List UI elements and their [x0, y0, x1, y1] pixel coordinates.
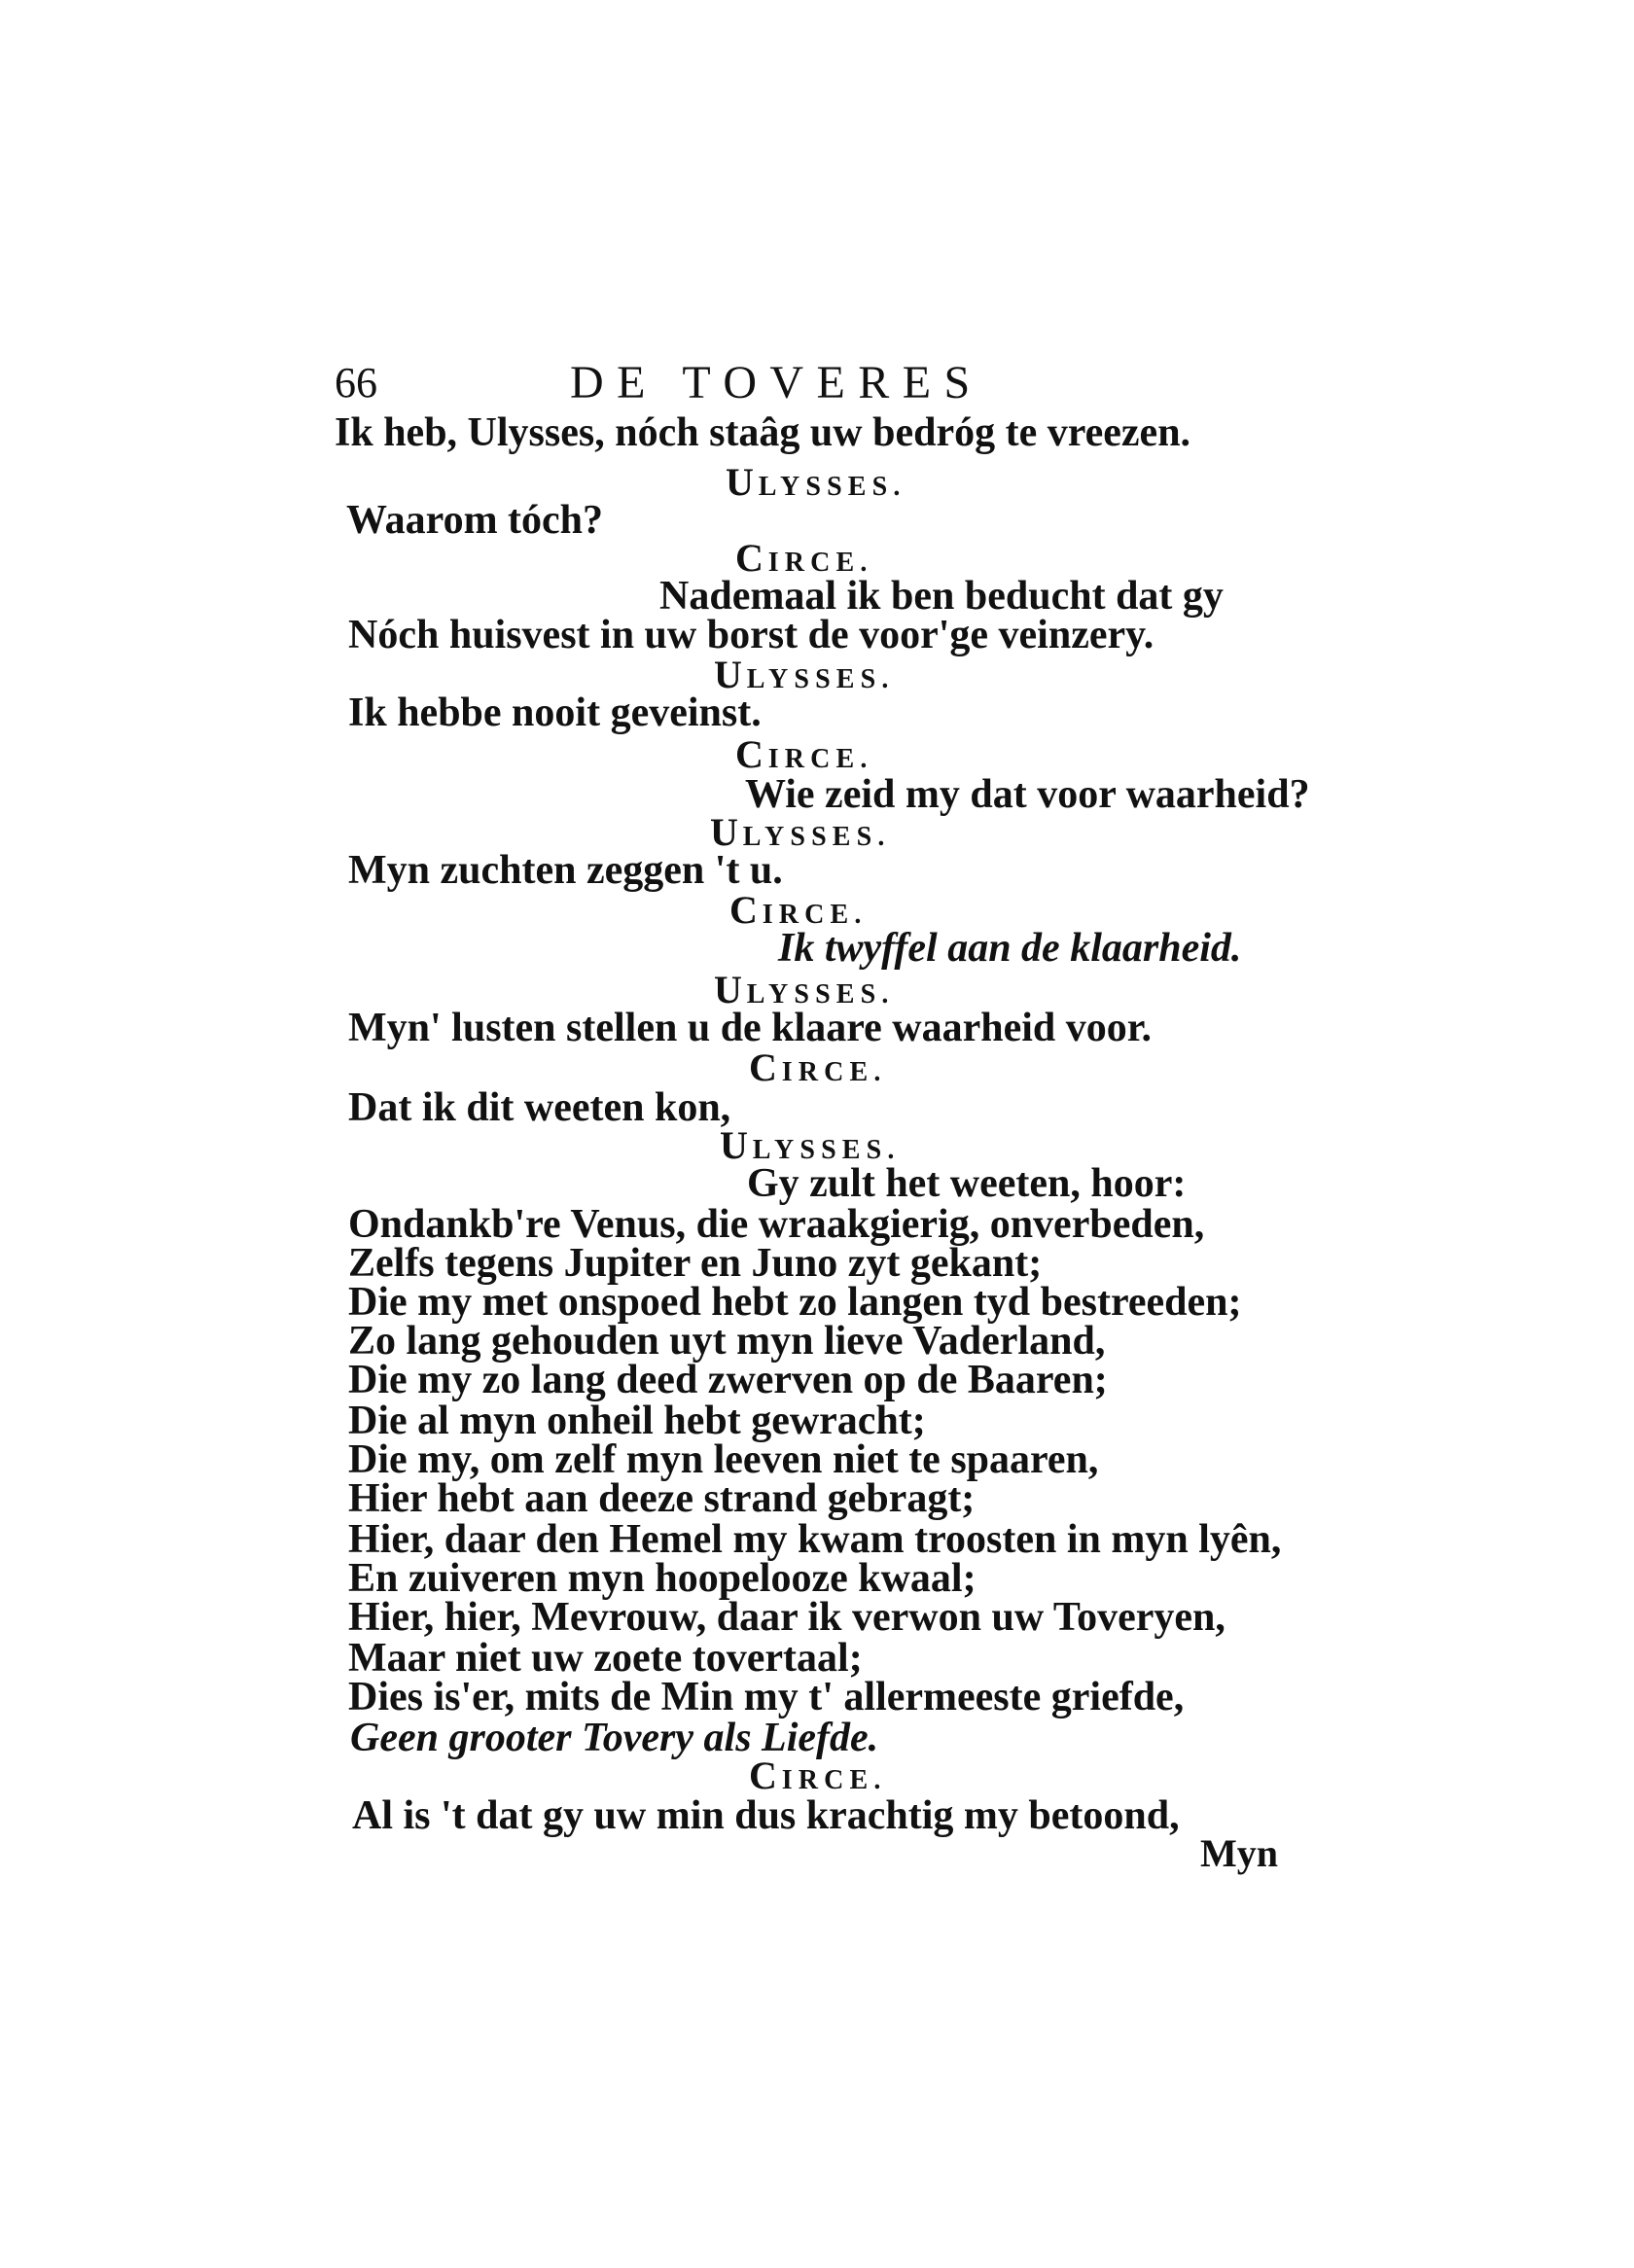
- speaker-initial: C: [735, 732, 768, 776]
- verse-line: Ik twyffel aan de klaarheid.: [778, 926, 1242, 971]
- verse-line: Hier, hier, Mevrouw, daar ik verwon uw Toveryen,: [348, 1595, 1226, 1640]
- speaker-heading: [714, 968, 895, 1011]
- verse-line: Ik hebbe nooit geveinst.: [348, 691, 762, 735]
- speaker-name-rest: LYSSES.: [758, 472, 906, 502]
- speaker-name-rest: LYSSES.: [752, 1135, 901, 1165]
- speaker-name-rest: IRCE.: [767, 744, 873, 774]
- speaker-heading: [726, 460, 906, 504]
- speaker-heading: [735, 536, 873, 580]
- verse-line-italic: Geen grooter Tovery als Liefde.: [350, 1716, 879, 1760]
- speaker-initial: U: [726, 460, 759, 504]
- speaker-name-rest: LYSSES.: [746, 664, 895, 694]
- verse-line: Zo lang gehouden uyt myn lieve Vaderland,: [348, 1319, 1106, 1364]
- speaker-initial: U: [714, 653, 747, 696]
- speaker-heading: [710, 810, 891, 854]
- speaker-heading: [714, 653, 895, 696]
- verse-line: Dies is'er, mits de Min my t' allermeeste griefde,: [348, 1675, 1185, 1719]
- verse-line: Ik heb, Ulysses, nóch staâg uw bedróg te vreezen.: [335, 410, 1191, 455]
- speaker-initial: U: [714, 968, 747, 1011]
- running-title: DE TOVERES: [570, 357, 983, 408]
- speaker-name-rest: IRCE.: [781, 1765, 887, 1795]
- verse-line: Zelfs tegens Jupiter en Juno zyt gekant;: [348, 1241, 1043, 1286]
- verse-line: En zuiveren myn hoopelooze kwaal;: [348, 1556, 977, 1601]
- verse-line: Die my met onspoed hebt zo langen tyd bestreeden;: [348, 1280, 1242, 1325]
- speaker-initial: C: [749, 1045, 782, 1089]
- verse-line: Dat ik dit weeten kon,: [348, 1085, 731, 1130]
- speaker-heading: [735, 732, 873, 776]
- verse-line: Waarom tóch?: [346, 498, 604, 543]
- speaker-initial: C: [749, 1754, 782, 1797]
- speaker-name-rest: IRCE.: [762, 900, 868, 930]
- verse-line: Al is 't dat gy uw min dus krachtig my betoond,: [352, 1793, 1180, 1838]
- speaker-heading: [749, 1045, 887, 1089]
- speaker-initial: C: [735, 536, 768, 580]
- speaker-name-rest: IRCE.: [781, 1057, 887, 1087]
- speaker-name-rest: LYSSES.: [746, 979, 895, 1010]
- speaker-initial: C: [729, 888, 763, 932]
- speaker-initial: U: [720, 1123, 753, 1167]
- verse-line: Myn zuchten zeggen 't u.: [348, 848, 783, 893]
- page-number: 66: [335, 359, 377, 407]
- speaker-heading: [749, 1756, 887, 1795]
- verse-line: Nóch huisvest in uw borst de voor'ge veinzery.: [348, 613, 1154, 657]
- catchword: Myn: [1200, 1831, 1278, 1875]
- verse-line: Wie zeid my dat voor waarheid?: [745, 772, 1310, 817]
- verse-line: Nademaal ik ben beducht dat gy: [659, 574, 1224, 619]
- verse-line: Die my, om zelf myn leeven niet te spaaren,: [348, 1437, 1099, 1482]
- speaker-heading: [729, 888, 868, 932]
- verse-line: Hier, daar den Hemel my kwam troosten in myn lyên,: [348, 1517, 1282, 1562]
- verse-line: Myn' lusten stellen u de klaare waarheid voor.: [348, 1006, 1153, 1050]
- verse-line: Die my zo lang deed zwerven op de Baaren;: [348, 1358, 1108, 1402]
- verse-line: Gy zult het weeten, hoor:: [747, 1161, 1187, 1206]
- speaker-heading: [720, 1123, 901, 1167]
- speaker-initial: U: [710, 810, 743, 854]
- verse-line: Die al myn onheil hebt gewracht;: [348, 1399, 926, 1443]
- verse-line: Maar niet uw zoete tovertaal;: [348, 1636, 863, 1681]
- verse-line: Ondankb're Venus, die wraakgierig, onverbeden,: [348, 1202, 1205, 1247]
- verse-line: Hier hebt aan deeze strand gebragt;: [348, 1476, 976, 1521]
- speaker-name-rest: LYSSES.: [742, 822, 891, 852]
- speaker-name-rest: IRCE.: [767, 548, 873, 578]
